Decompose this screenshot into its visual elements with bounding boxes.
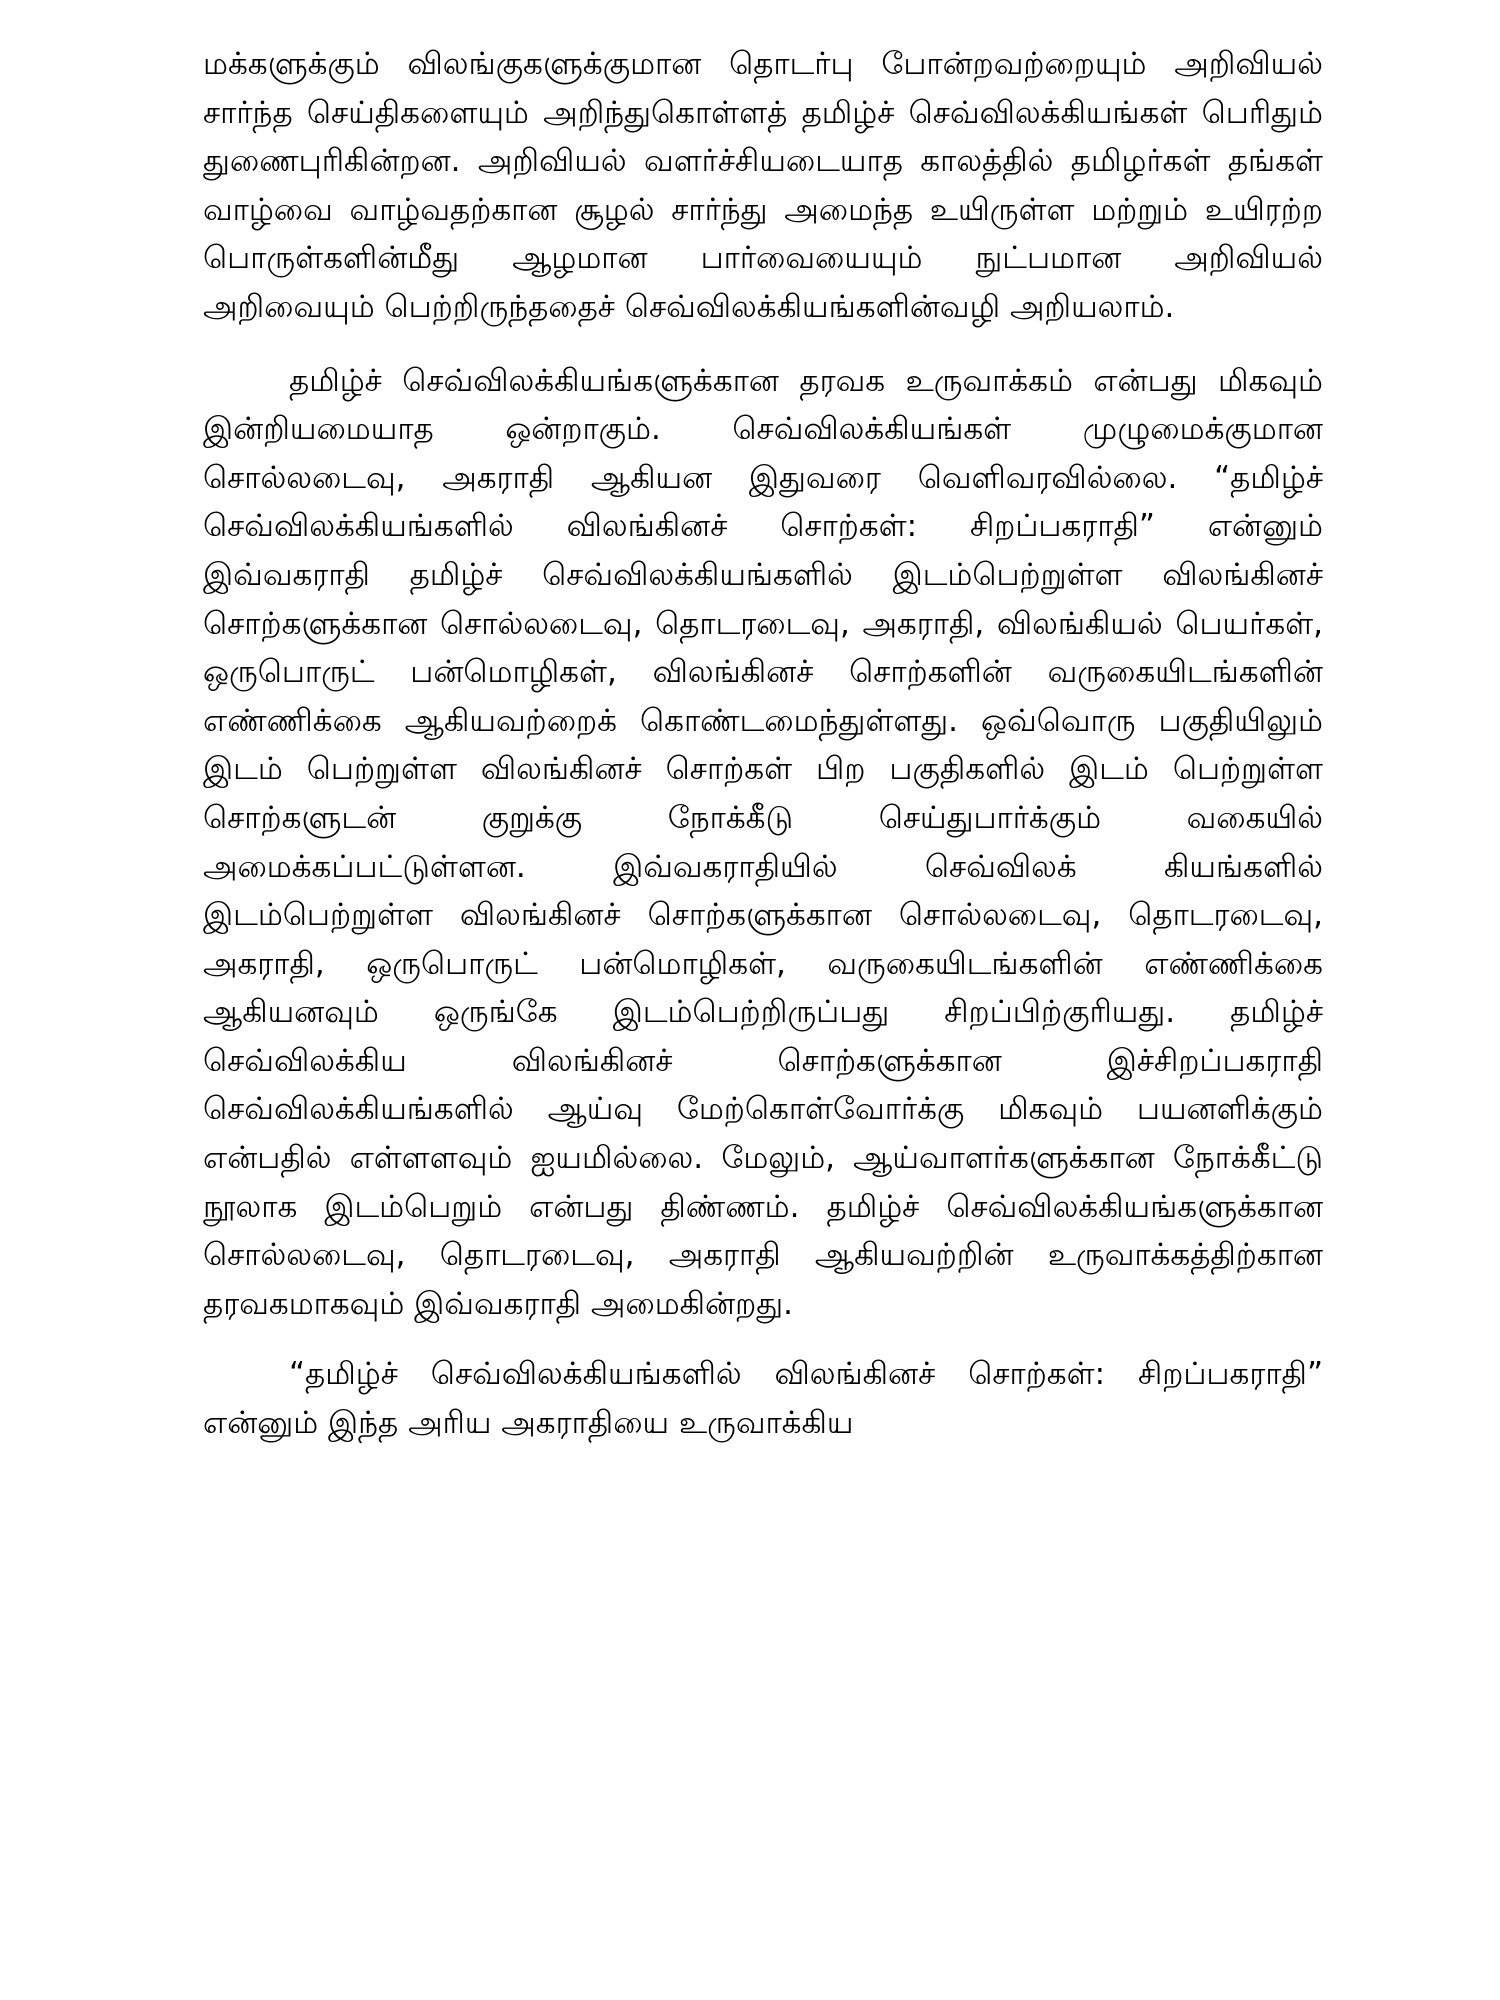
paragraph-1: மக்களுக்கும் விலங்குகளுக்குமான தொடர்பு போன்றவற்றையும் அறிவியல் சார்ந்த செய்திகளையும் அறிந்துகொள்ளத் தமிழ்ச் செவ்விலக்கியங்கள் பெரிதும் துணைபுரிகின்றன. அறிவியல் வளர்ச்சியடையாத காலத்தில் தமிழர்கள் தங்கள் வாழ்வை வாழ்வதற்கான சூழல் சார்ந்து அமைந்த உயிருள்ள மற்றும் உயிரற்ற பொருள்களின்மீது ஆழமான பார்வையையும் நுட்பமான அறிவியல் அறிவையும் பெற்றிருந்ததைச் செவ்விலக்கியங்களின்வழி அறியலாம். [203,46,1323,325]
paragraph-2: தமிழ்ச் செவ்விலக்கியங்களுக்கான தரவக உருவாக்கம் என்பது மிகவும் இன்றியமையாத ஒன்றாகும். செவ்விலக்கியங்கள் முழுமைக்குமான சொல்லடைவு, அகராதி ஆகியன இதுவரை வெளிவரவில்லை. “தமிழ்ச் செவ்விலக்கியங்களில் விலங்கினச் சொற்கள்: சிறப்பகராதி” என்னும் இவ்வகராதி தமிழ்ச் செவ்விலக்கியங்களில் இடம்பெற்றுள்ள விலங்கினச் சொற்களுக்கான சொல்லடைவு, தொடரடைவு, அகராதி, விலங்கியல் பெயர்கள், ஒருபொருட் பன்மொழிகள், விலங்கினச் சொற்களின் வருகையிடங்களின் எண்ணிக்கை ஆகியவற்றைக் கொண்டமைந்துள்ளது. ஒவ்வொரு பகுதியிலும் இடம் பெற்றுள்ள விலங்கினச் சொற்கள் பிற பகுதிகளில் இடம் பெற்றுள்ள சொற்களுடன் குறுக்கு நோக்கீடு செய்துபார்க்கும் வகையில் அமைக்கப்பட்டுள்ளன. இவ்வகராதியில் செவ்விலக் கியங்களில் இடம்பெற்றுள்ள விலங்கினச் சொற்களுக்கான சொல்லடைவு, தொடரடைவு, அகராதி, ஒருபொருட் பன்மொழிகள், வருகையிடங்களின் எண்ணிக்கை ஆகியனவும் ஒருங்கே இடம்பெற்றிருப்பது சிறப்பிற்குரியது. தமிழ்ச் செவ்விலக்கிய விலங்கினச் சொற்களுக்கான இச்சிறப்பகராதி செவ்விலக்கியங்களில் ஆய்வு மேற்கொள்வோர்க்கு மிகவும் பயனளிக்கும் என்பதில் எள்ளளவும் ஐயமில்லை. மேலும், ஆய்வாளர்களுக்கான நோக்கீட்டு நூலாக இடம்பெறும் என்பது திண்ணம். தமிழ்ச் செவ்விலக்கியங்களுக்கான சொல்லடைவு, தொடரடைவு, அகராதி ஆகியவற்றின் உருவாக்கத்திற்கான தரவகமாகவும் இவ்வகராதி அமைகின்றது. [203,362,1323,1322]
paragraph-3: “தமிழ்ச் செவ்விலக்கியங்களில் விலங்கினச் சொற்கள்: சிறப்பகராதி” என்னும் இந்த அரிய அகராதியை உருவாக்கிய [203,1356,1323,1442]
document-page [203,40,1323,1448]
